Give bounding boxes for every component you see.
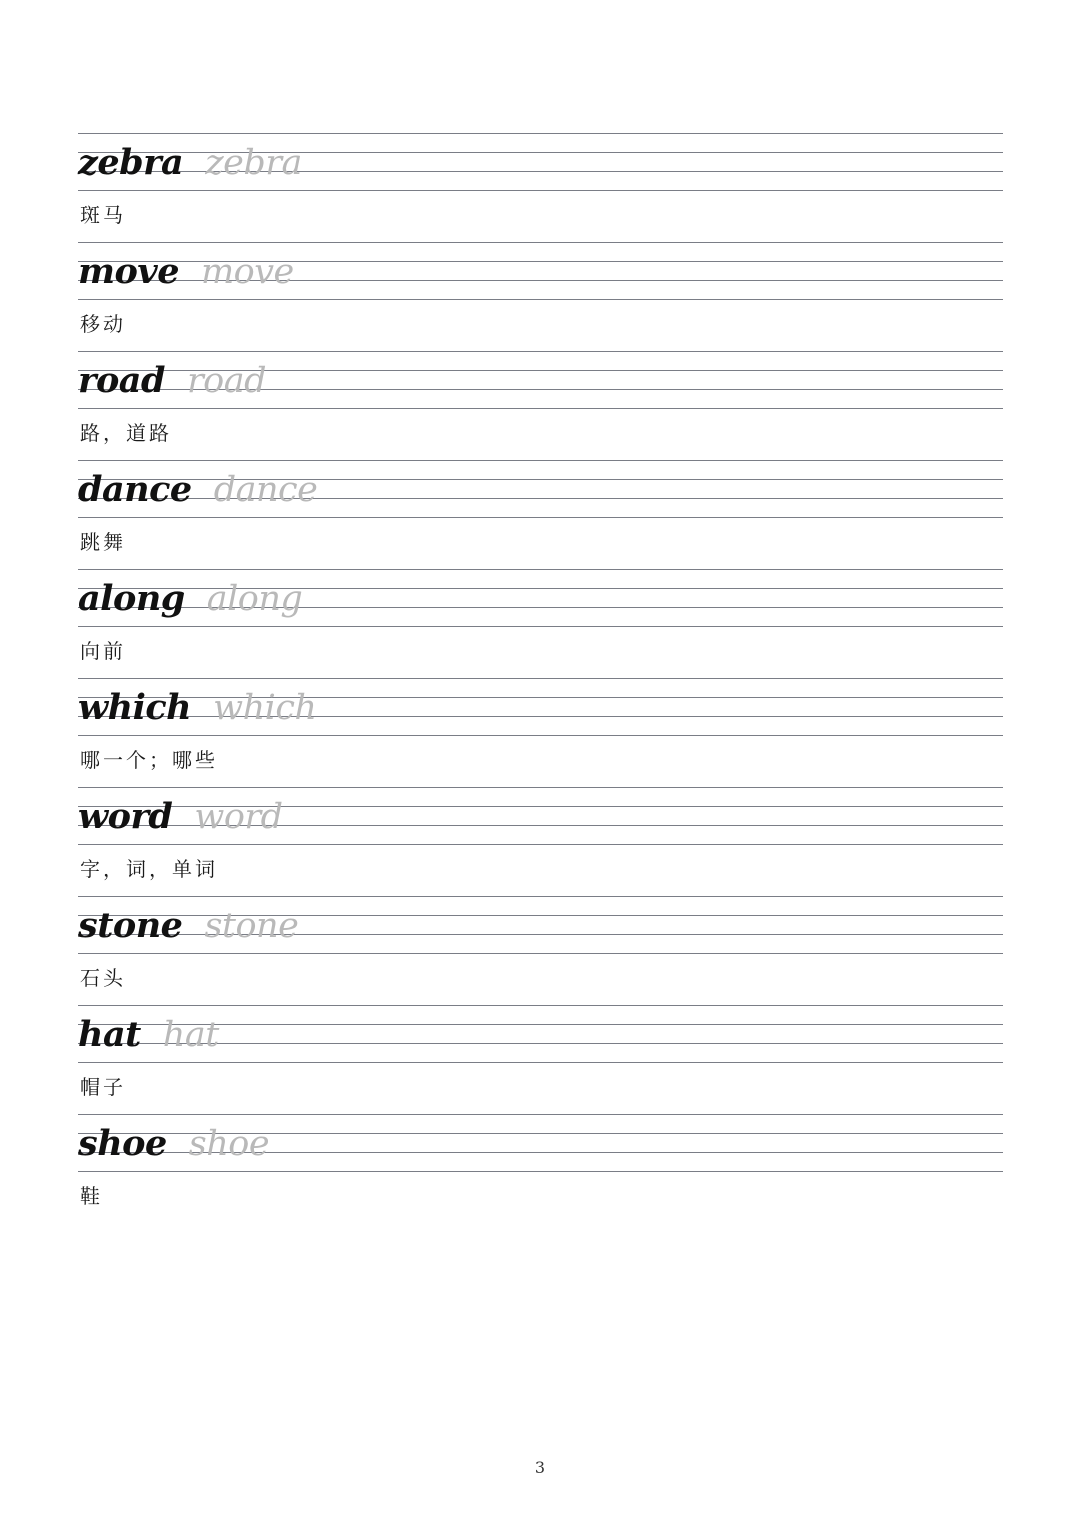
word-meaning: 帽子 <box>80 1075 126 1099</box>
guide-line-top <box>78 242 1003 243</box>
trace-word: road <box>186 361 267 401</box>
vocab-entry-stone <box>78 896 1003 1005</box>
guide-line-top <box>78 460 1003 461</box>
word-meaning: 鞋 <box>80 1184 103 1208</box>
word-meaning: 斑马 <box>80 203 126 227</box>
word-meaning: 跳舞 <box>80 530 126 554</box>
trace-word: shoe <box>188 1124 270 1164</box>
guide-line-top <box>78 896 1003 897</box>
word-line <box>78 680 316 736</box>
trace-word: move <box>200 252 294 292</box>
word-meaning: 移动 <box>80 312 126 336</box>
vocab-entry-move <box>78 242 1003 351</box>
word-meaning: 哪一个；哪些 <box>80 748 218 772</box>
word-line <box>78 1007 219 1063</box>
word-line <box>78 898 298 954</box>
guide-line-top <box>78 787 1003 788</box>
guide-line-top <box>78 569 1003 570</box>
trace-word: along <box>206 579 303 619</box>
trace-word: stone <box>204 906 299 946</box>
word-meaning: 向前 <box>80 639 126 663</box>
word-line <box>78 571 302 627</box>
vocab-word: dance <box>78 469 192 510</box>
vocab-word: shoe <box>78 1123 167 1164</box>
word-line <box>78 462 317 518</box>
trace-word: which <box>213 688 317 728</box>
guide-line-top <box>78 678 1003 679</box>
guide-line-top <box>78 1005 1003 1006</box>
vocab-entry-hat <box>78 1005 1003 1114</box>
vocab-entry-dance <box>78 460 1003 569</box>
vocab-word: hat <box>78 1014 141 1055</box>
trace-word: dance <box>213 470 318 510</box>
vocab-entry-which <box>78 678 1003 787</box>
word-line <box>78 1116 269 1172</box>
word-meaning: 字，词，单词 <box>80 857 218 881</box>
vocab-entry-road <box>78 351 1003 460</box>
vocab-entry-along <box>78 569 1003 678</box>
vocab-word: along <box>78 578 185 619</box>
word-meaning: 石头 <box>80 966 126 990</box>
vocab-word: road <box>78 360 165 401</box>
word-line <box>78 353 266 409</box>
vocab-word: which <box>78 687 192 728</box>
vocab-word: move <box>78 251 179 292</box>
guide-line-top <box>78 1114 1003 1115</box>
trace-word: hat <box>162 1015 219 1055</box>
vocab-entry-shoe <box>78 1114 1003 1223</box>
guide-line-top <box>78 351 1003 352</box>
word-line <box>78 135 302 191</box>
word-line <box>78 244 294 300</box>
vocab-entry-word <box>78 787 1003 896</box>
trace-word: word <box>194 797 283 837</box>
page-number: 3 <box>534 1458 546 1477</box>
vocab-entry-zebra <box>78 133 1003 242</box>
trace-word: zebra <box>205 143 302 183</box>
vocab-word: word <box>78 796 173 837</box>
vocab-word: stone <box>78 905 183 946</box>
guide-line-top <box>78 133 1003 134</box>
word-line <box>78 789 283 845</box>
vocab-word: zebra <box>78 142 184 183</box>
word-meaning: 路，道路 <box>80 421 172 445</box>
